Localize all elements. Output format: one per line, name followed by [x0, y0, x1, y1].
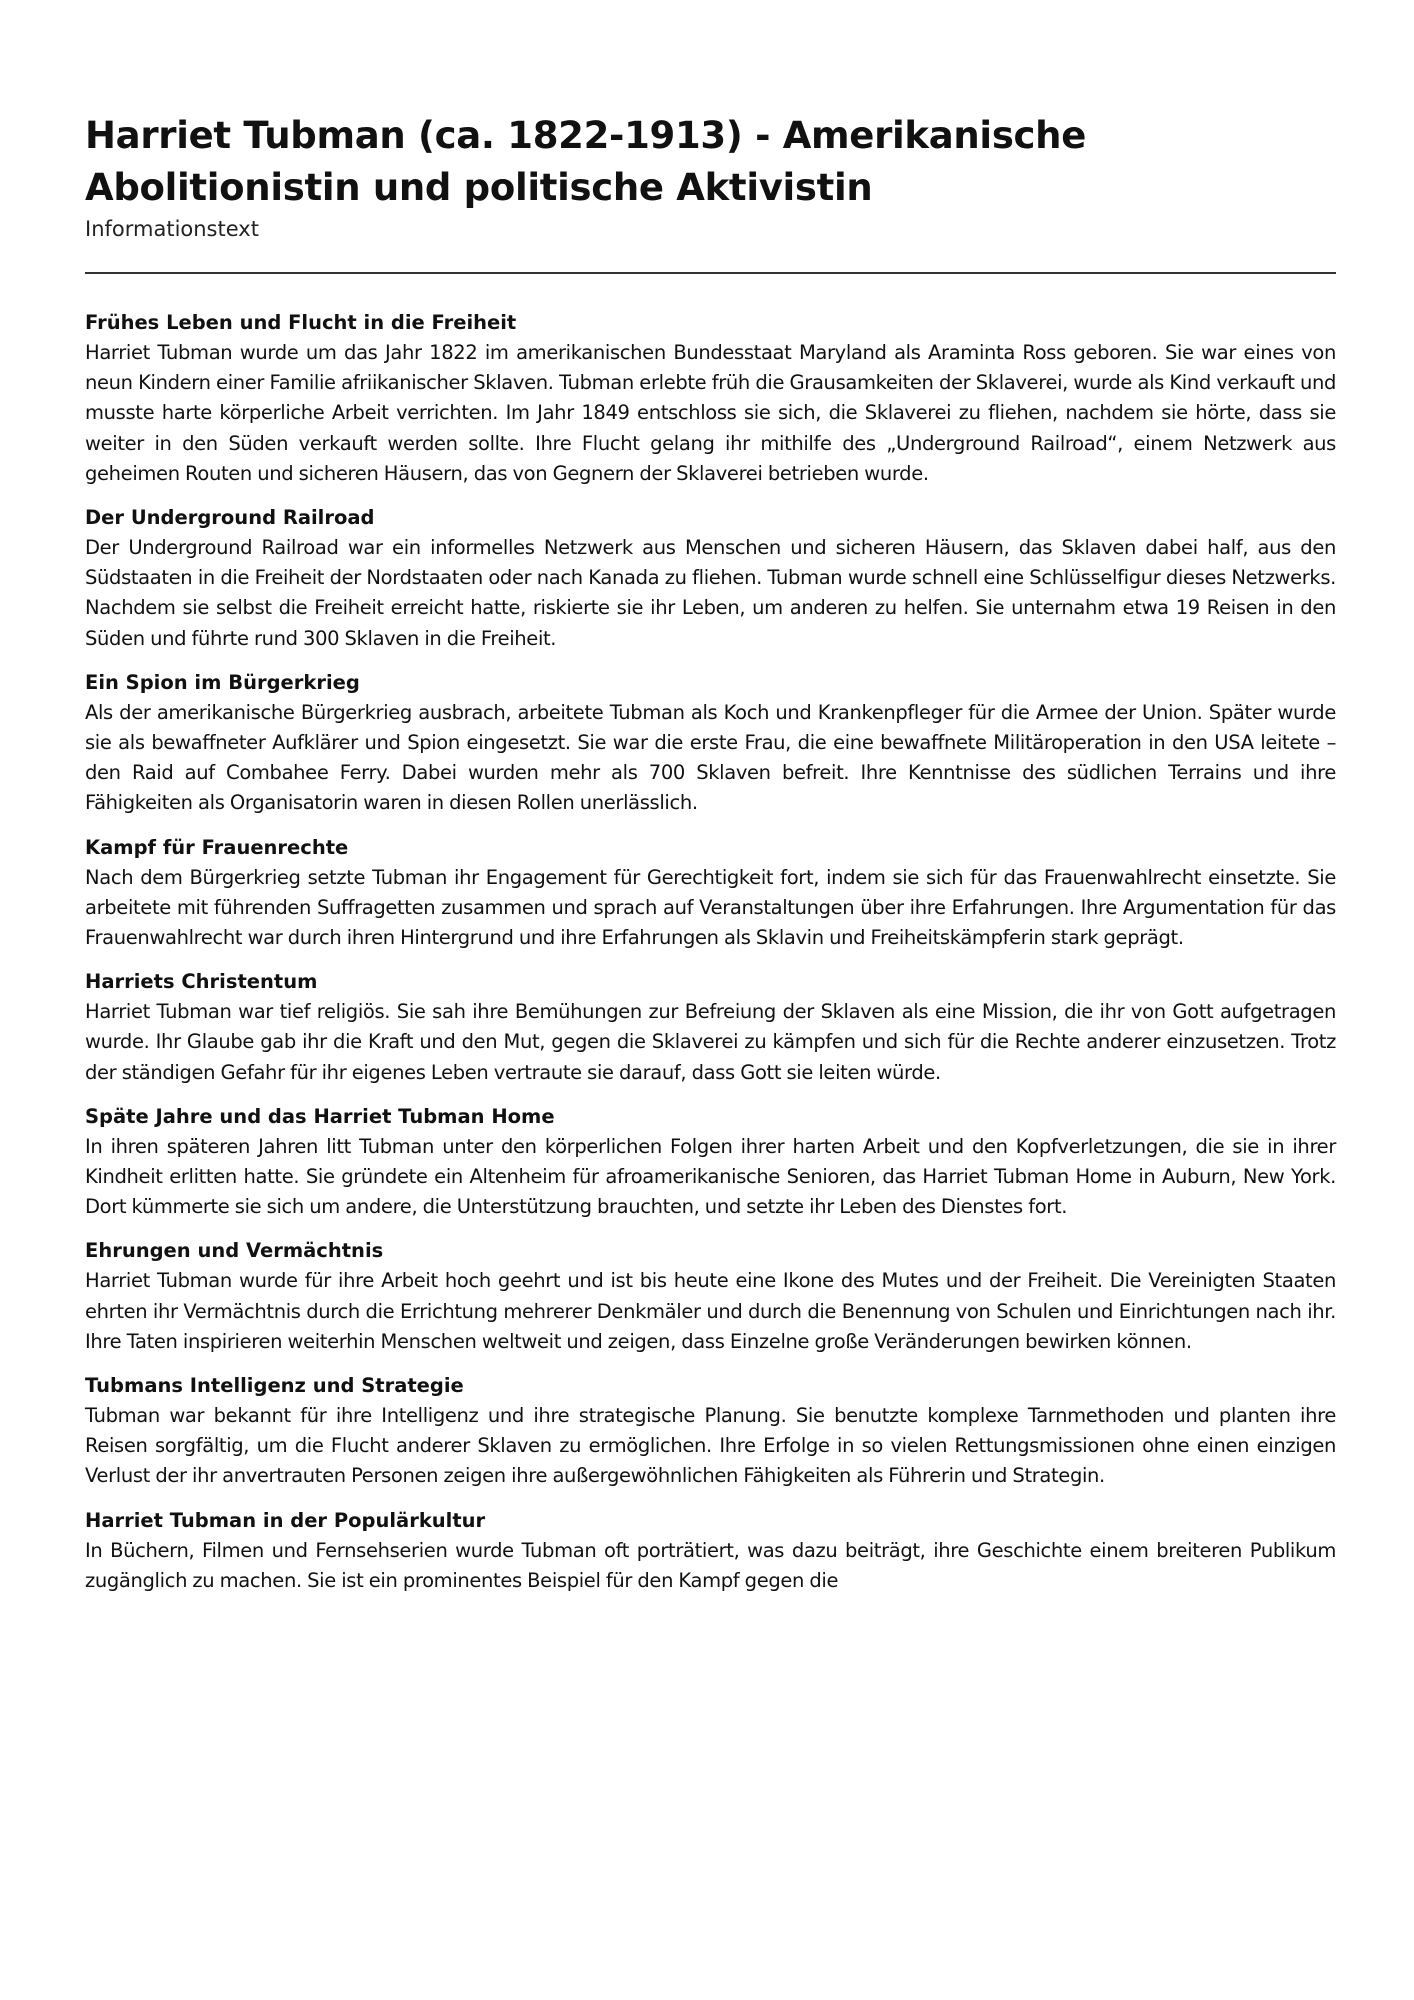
section-honors-legacy: [85, 1236, 1336, 1357]
section-heading: Späte Jahre und das Harriet Tubman Home: [85, 1104, 555, 1128]
section-text: Der Underground Railroad war ein informelles Netzwerk aus Menschen und sicheren Häusern, das Sklaven dabei half, aus den Südstaaten in die Freiheit der Nordstaaten oder nach Kanada zu fliehen. Tubman wurde schnell eine Schlüsselfigur dieses Netzwerks. Nachdem sie selbst die Freiheit erreicht hatte, riskierte sie ihr Leben, um anderen zu helfen. Sie unternahm etwa 19 Reisen in den Süden und führte rund 300 Sklaven in die Freiheit.: [85, 536, 1336, 650]
section-heading: Harriet Tubman in der Populärkultur: [85, 1508, 486, 1532]
section-text: Harriet Tubman wurde für ihre Arbeit hoch geehrt und ist bis heute eine Ikone des Mutes und der Freiheit. Die Vereinigten Staaten ehrten ihr Vermächtnis durch die Errichtung mehrerer Denkmäler und durch die Benennung von Schulen und Einrichtungen nach ihr. Ihre Taten inspirieren weiterhin Menschen weltweit und zeigen, dass Einzelne große Veränderungen bewirken können.: [85, 1269, 1336, 1353]
section-heading: Ehrungen und Vermächtnis: [85, 1239, 384, 1263]
section-text: In Büchern, Filmen und Fernsehserien wurde Tubman oft porträtiert, was dazu beiträgt, ihre Geschichte einem breiteren Publikum zugänglich zu machen. Sie ist ein prominentes Beispiel für den Kampf gegen die: [85, 1538, 1336, 1592]
section-heading: Tubmans Intelligenz und Strategie: [85, 1374, 464, 1398]
section-text: In ihren späteren Jahren litt Tubman unter den körperlichen Folgen ihrer harten Arbeit und den Kopfverletzungen, die sie in ihrer Kindheit erlitten hatte. Sie gründete ein Altenheim für afroamerikanische Senioren, das Harriet Tubman Home in Auburn, New York. Dort kümmerte sie sich um andere, die Unterstützung brauchten, und setzte ihr Leben des Dienstes fort.: [85, 1134, 1336, 1219]
section-text: Harriet Tubman wurde um das Jahr 1822 im amerikanischen Bundesstaat Maryland als Araminta Ross geboren. Sie war eines von neun Kindern einer Familie afriikanischer Sklaven. Tubman erlebte früh die Grausamkeiten der Sklaverei, wurde als Kind verkauft und musste harte körperliche Arbeit verrichten. Im Jahr 1849 entschloss sie sich, die Sklaverei zu fliehen, nachdem sie hörte, dass sie weiter in den Süden verkauft werden sollte. Ihre Flucht gelang ihr mithilfe des „Underground Railroad“, einem Netzwerk aus geheimen Routen und sicheren Häusern, das von Gegnern der Sklaverei betrieben wurde.: [85, 341, 1336, 485]
section-underground-railroad: [85, 503, 1336, 654]
section-womens-rights: [85, 833, 1336, 954]
section-christianity: [85, 967, 1336, 1088]
section-late-years: [85, 1102, 1336, 1223]
section-early-life: [85, 308, 1336, 489]
document-page: [85, 110, 1336, 1610]
section-heading: Harriets Christentum: [85, 970, 318, 994]
section-heading: Ein Spion im Bürgerkrieg: [85, 670, 360, 694]
section-heading: Frühes Leben und Flucht in die Freiheit: [85, 311, 517, 334]
section-heading: Kampf für Frauenrechte: [85, 835, 349, 859]
document-title: Harriet Tubman (ca. 1822-1913) - Amerikanische Abolitionistin und politische Aktivistin: [85, 114, 1087, 209]
section-text: Als der amerikanische Bürgerkrieg ausbrach, arbeitete Tubman als Koch und Krankenpfleger für die Armee der Union. Später wurde sie als bewaffneter Aufklärer und Spion eingesetzt. Sie war die erste Frau, die eine bewaffnete Militäroperation in den USA leitete – den Raid auf Combahee Ferry. Dabei wurden mehr als 700 Sklaven befreit. Ihre Kenntnisse des südlichen Terrains und ihre Fähigkeiten als Organisatorin waren in diesen Rollen unerlässlich.: [85, 700, 1336, 815]
section-text: Harriet Tubman war tief religiös. Sie sah ihre Bemühungen zur Befreiung der Sklaven als eine Mission, die ihr von Gott aufgetragen wurde. Ihr Glaube gab ihr die Kraft und den Mut, gegen die Sklaverei zu kämpfen und sich für die Rechte anderer einzusetzen. Trotz der ständigen Gefahr für ihr eigenes Leben vertraute sie darauf, dass Gott sie leiten würde.: [85, 1000, 1336, 1084]
section-text: Nach dem Bürgerkrieg setzte Tubman ihr Engagement für Gerechtigkeit fort, indem sie sich für das Frauenwahlrecht einsetzte. Sie arbeitete mit führenden Suffragetten zusammen und sprach auf Veranstaltungen über ihre Erfahrungen. Ihre Argumentation für das Frauenwahlrecht war durch ihren Hintergrund und ihre Erfahrungen als Sklavin und Freiheitskämpferin stark geprägt.: [85, 865, 1336, 950]
section-pop-culture: [85, 1506, 1336, 1596]
section-text: Tubman war bekannt für ihre Intelligenz und ihre strategische Planung. Sie benutzte komplexe Tarnmethoden und planten ihre Reisen sorgfältig, um die Flucht anderer Sklaven zu ermöglichen. Ihre Erfolge in so vielen Rettungsmissionen ohne einen einzigen Verlust der ihr anvertrauten Personen zeigen ihre außergewöhnlichen Fähigkeiten als Führerin und Strategin.: [85, 1404, 1336, 1488]
section-civil-war-spy: [85, 668, 1336, 819]
section-heading: Der Underground Railroad: [85, 506, 375, 530]
document-subtitle: Informationstext: [85, 217, 259, 241]
section-intelligence-strategy: [85, 1371, 1336, 1492]
title-divider: [85, 272, 1336, 274]
